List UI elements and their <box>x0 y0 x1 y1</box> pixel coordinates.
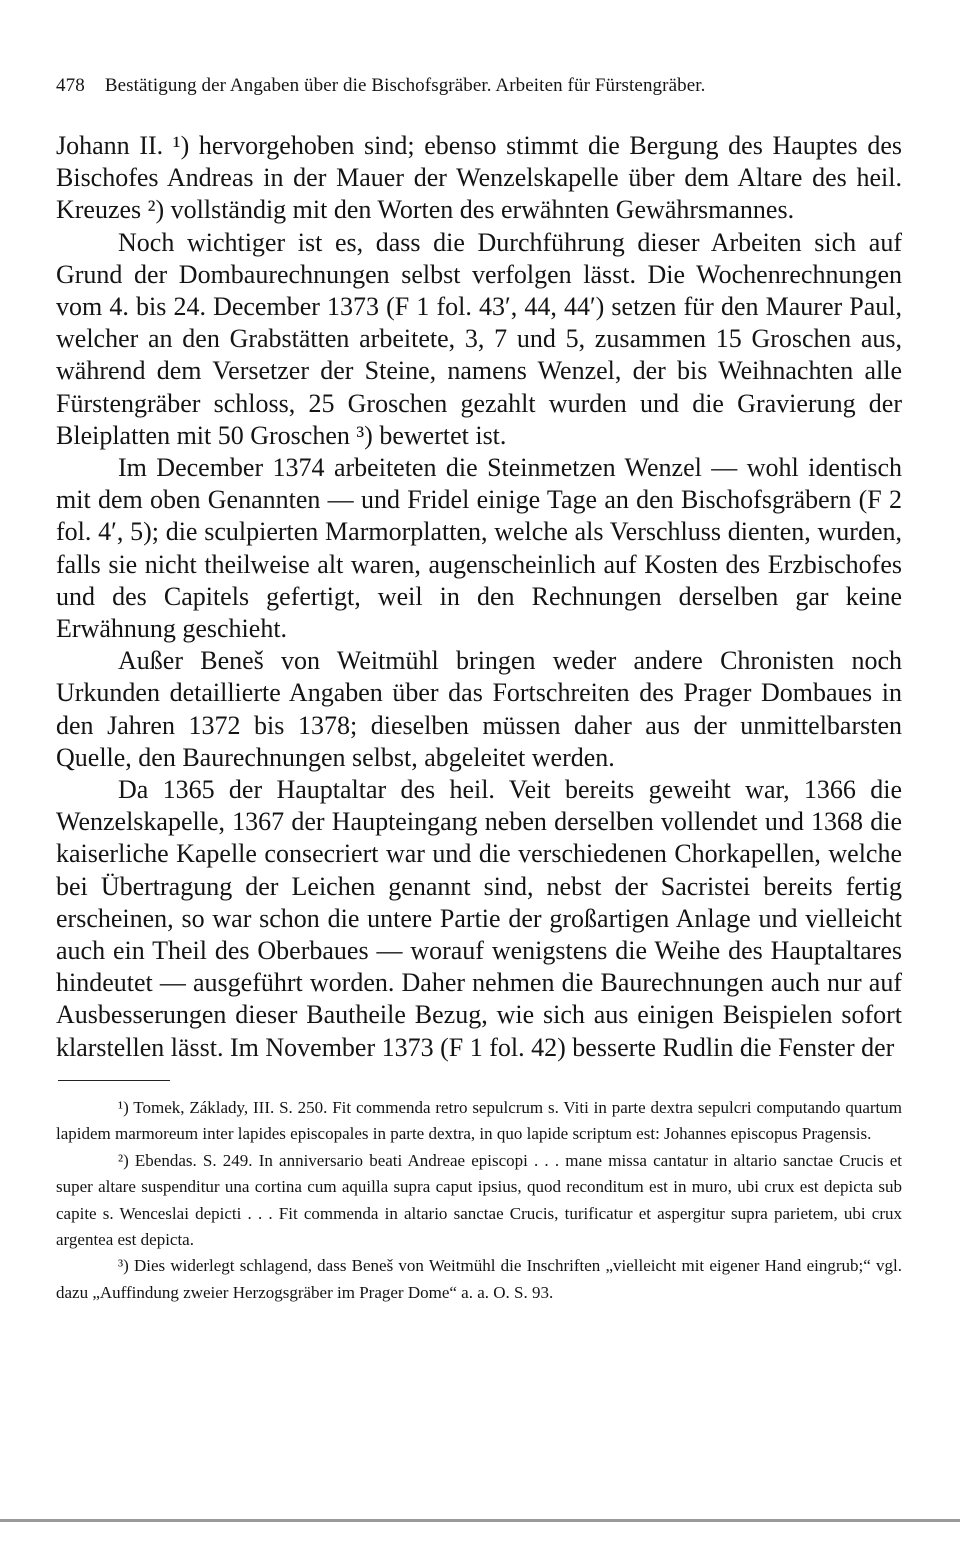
paragraph-4: Außer Beneš von Weitmühl bringen weder andere Chronisten noch Urkunden detaillierte Angaben über das Fortschreiten des Prager Dombaues in den Jahren 1372 bis 1378; dieselben müssen daher aus der unmittelbarsten Quelle, den Baurechnungen selbst, abgeleitet werden. <box>56 646 902 772</box>
footnote-3: ³) Dies widerlegt schlagend, dass Beneš von Weitmühl die Inschriften „vielleicht mit eigener Hand eingrub;“ vgl. dazu „Auffindung zweier Herzogsgräber im Prager Dome“ a. a. O. S. 93. <box>56 1256 902 1302</box>
scan-bottom-edge <box>0 1519 960 1522</box>
footnote-1: ¹) Tomek, Základy, III. S. 250. Fit commenda retro sepulcrum s. Viti in parte dextra sepulcri computando quartum lapidem marmoreum inter lapides episcopales in parte dextra, in quo lapide scriptum est: Johannes episcopus Pragensis. <box>56 1097 902 1144</box>
body-text <box>56 130 902 1064</box>
paragraph-2: Noch wichtiger ist es, dass die Durchführung dieser Arbeiten sich auf Grund der Dombaurechnungen selbst verfolgen lässt. Die Wochenrechnungen vom 4. bis 24. December 1373 (F 1 fol. 43′, 44, 44′) setzen für den Maurer Paul, welcher an den Grabstätten arbeitete, 3, 7 und 5, zusammen 15 Groschen aus, während dem Versetzer der Steine, namens Wenzel, der bis Weihnachten alle Fürstengräber schloss, 25 Groschen gezahlt wurden und die Gravierung der Bleiplatten mit 50 Groschen ³) bewertet ist. <box>56 227 902 450</box>
footnote-2: ²) Ebendas. S. 249. In anniversario beati Andreae episcopi . . . mane missa cantatur in altario sanctae Crucis et super altare suspenditur una cortina cum aquilla supra caput ipsius, quod reconditum est in muro, ubi crux est depicta sub capite s. Wenceslai depicti . . . Fit commenda in altario sanctae Crucis, turificatur et aspergitur supra parietem, ubi crux argentea est depicta. <box>56 1150 902 1249</box>
footnote-divider <box>58 1080 170 1081</box>
paragraph-3: Im December 1374 arbeiteten die Steinmetzen Wenzel — wohl identisch mit dem oben Genannten — und Fridel einige Tage an den Bischofsgräbern (F 2 fol. 4′, 5); die sculpierten Marmorplatten, welche als Verschluss dienten, wurden, falls sie nicht theilweise alt waren, augenscheinlich auf Kosten des Erzbischofes und des Capitels gefertigt, weil in den Rechnungen derselben gar keine Erwähnung geschieht. <box>56 453 902 644</box>
running-title: Bestätigung der Angaben über die Bischofsgräber. Arbeiten für Fürstengräber. <box>104 75 706 96</box>
running-head <box>56 74 902 98</box>
footnotes <box>56 1095 902 1306</box>
page-number: 478 <box>56 75 85 96</box>
paragraph-5: Da 1365 der Hauptaltar des heil. Veit bereits geweiht war, 1366 die Wenzelskapelle, 1367 der Haupteingang neben derselben vollendet und 1368 die kaiserliche Kapelle consecriert war und die verschiedenen Chorkapellen, welche bei Übertragung der Leichen genannt sind, nebst der Sacristei bereits fertig erscheinen, so war schon die untere Partie der großartigen Anlage und vielleicht auch ein Theil des Oberbaues — worauf wenigstens die Weihe des Hauptaltares hindeutet — ausgeführt worden. Daher nehmen die Baurechnungen auch nur auf Ausbesserungen dieser Bautheile Bezug, wie sich aus einigen Beispielen sofort klarstellen lässt. Im November 1373 (F 1 fol. 42) besserte Rudlin die Fenster der <box>56 775 902 1062</box>
paragraph-1: Johann II. ¹) hervorgehoben sind; ebenso stimmt die Bergung des Hauptes des Bischofes Andreas in der Mauer der Wenzelskapelle über dem Altare des heil. Kreuzes ²) vollständig mit den Worten des erwähnten Gewährsmannes. <box>56 131 902 225</box>
